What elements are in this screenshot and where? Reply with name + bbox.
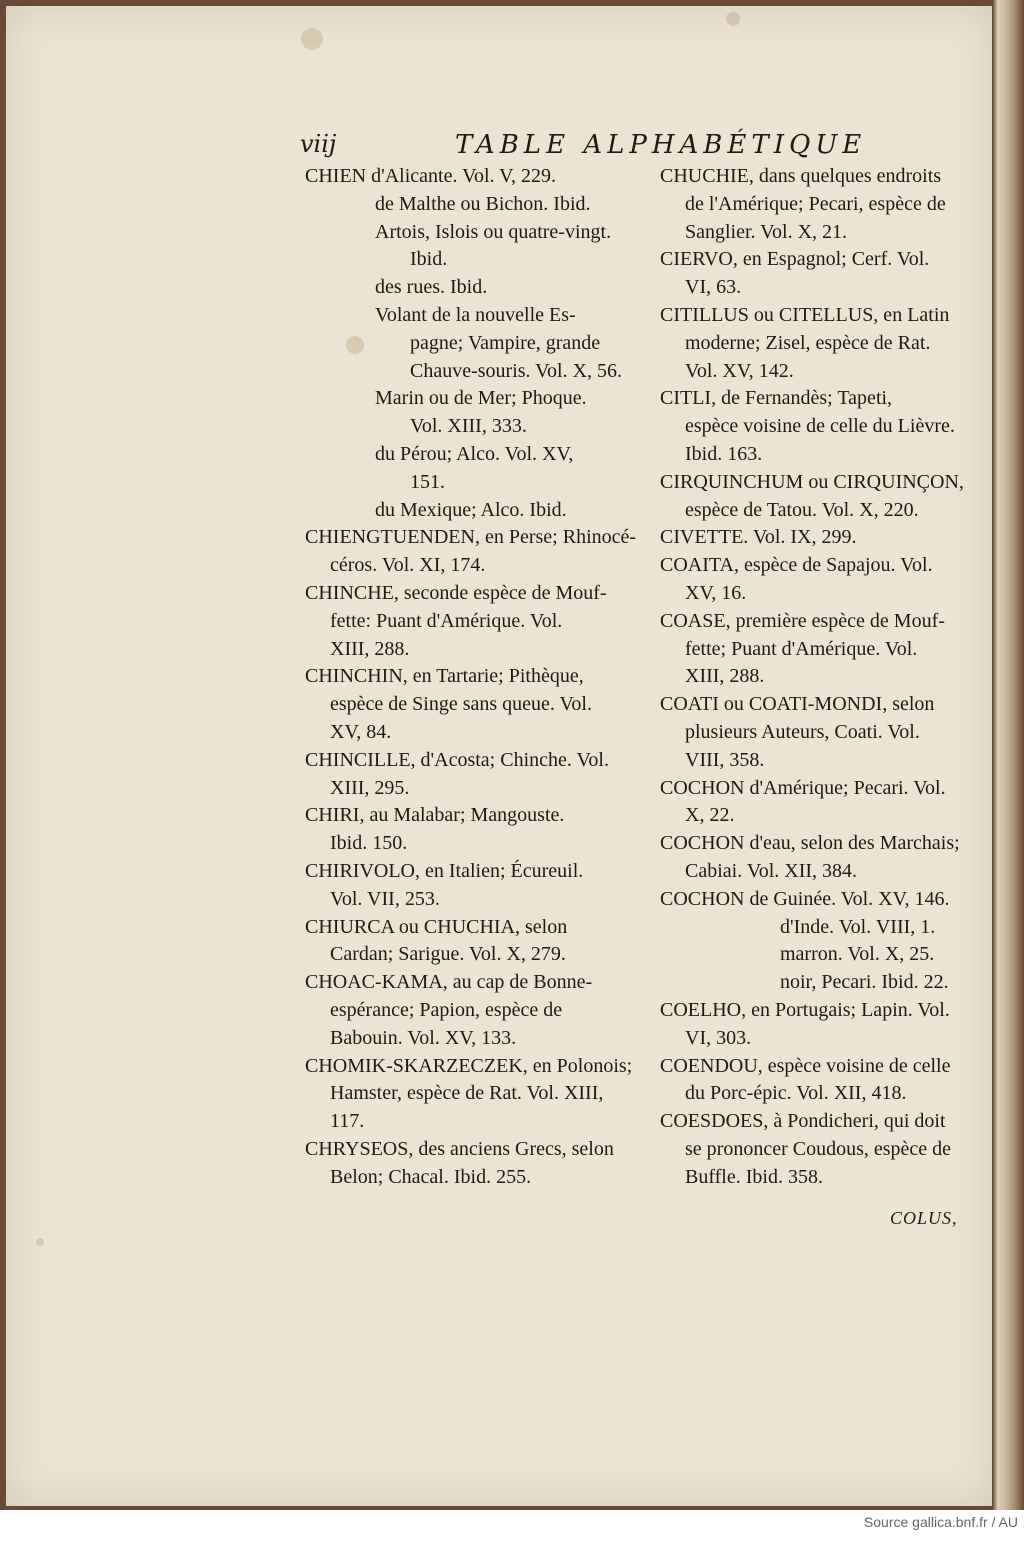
- index-line: d'Inde. Vol. VIII, 1.: [780, 915, 936, 938]
- index-line: espèce voisine de celle du Lièvre.: [685, 415, 955, 438]
- index-line: CHIEN d'Alicante. Vol. V, 229.: [305, 165, 557, 187]
- index-line: COCHON d'Amérique; Pecari. Vol.: [660, 776, 946, 799]
- index-line: VI, 63.: [685, 276, 742, 299]
- index-line: XIII, 295.: [330, 776, 410, 799]
- index-line: 151.: [410, 470, 445, 493]
- index-line: CHIRI, au Malabar; Mangouste.: [305, 804, 565, 827]
- index-line: espèce de Singe sans queue. Vol.: [330, 693, 592, 716]
- index-line: CHUCHIE, dans quelques endroits: [660, 165, 942, 187]
- index-line: du Porc-épic. Vol. XII, 418.: [685, 1082, 907, 1105]
- index-line: fette: Puant d'Amérique. Vol.: [330, 609, 563, 632]
- index-line: CHIENGTUENDEN, en Perse; Rhinocé-: [305, 526, 637, 549]
- index-line: Ibid.: [410, 248, 448, 271]
- index-line: du Pérou; Alco. Vol. XV,: [375, 442, 574, 465]
- index-line: de l'Amérique; Pecari, espèce de: [685, 192, 946, 215]
- index-line: céros. Vol. XI, 174.: [330, 554, 486, 577]
- index-line: COCHON d'eau, selon des Marchais;: [660, 832, 960, 855]
- index-line: espérance; Papion, espèce de: [330, 998, 563, 1021]
- index-line: Buffle. Ibid. 358.: [685, 1165, 823, 1188]
- index-line: CIRQUINCHUM ou CIRQUINÇON,: [660, 470, 964, 493]
- index-line: du Mexique; Alco. Ibid.: [375, 498, 567, 521]
- index-line: COESDOES, à Pondicheri, qui doit: [660, 1110, 946, 1133]
- source-credit: Source gallica.bnf.fr / AU: [863, 1514, 1018, 1530]
- right-index-column: [660, 163, 972, 1191]
- index-line: COENDOU, espèce voisine de celle: [660, 1054, 951, 1077]
- index-line: noir, Pecari. Ibid. 22.: [780, 971, 949, 994]
- index-line: Ibid. 163.: [685, 442, 763, 465]
- index-line: CHOMIK-SKARZECZEK, en Polonois;: [305, 1054, 633, 1077]
- index-line: Vol. XV, 142.: [685, 359, 794, 382]
- left-index-column: [305, 163, 640, 1191]
- index-line: Marin ou de Mer; Phoque.: [375, 387, 587, 410]
- index-line: des rues. Ibid.: [375, 276, 488, 299]
- index-line: XV, 84.: [330, 720, 392, 743]
- index-line: Cardan; Sarigue. Vol. X, 279.: [330, 943, 566, 966]
- index-line: COAITA, espèce de Sapajou. Vol.: [660, 554, 933, 577]
- page-number: viij: [300, 130, 337, 158]
- paper-stain: [301, 28, 323, 50]
- index-line: CHINCILLE, d'Acosta; Chinche. Vol.: [305, 748, 609, 771]
- index-line: Chauve-souris. Vol. X, 56.: [410, 359, 623, 382]
- index-line: Vol. XIII, 333.: [410, 415, 527, 438]
- index-line: Sanglier. Vol. X, 21.: [685, 220, 848, 243]
- index-line: Artois, Islois ou quatre-vingt.: [375, 220, 612, 243]
- index-line: Hamster, espèce de Rat. Vol. XIII,: [330, 1082, 604, 1105]
- index-line: XIII, 288.: [330, 637, 410, 660]
- index-line: COATI ou COATI-MONDI, selon: [660, 693, 935, 716]
- index-line: Ibid. 150.: [330, 832, 408, 855]
- page-edge-binding: [992, 0, 1024, 1510]
- index-line: CHINCHE, seconde espèce de Mouf-: [305, 581, 607, 604]
- index-line: CHINCHIN, en Tartarie; Pithèque,: [305, 665, 584, 688]
- index-line: plusieurs Auteurs, Coati. Vol.: [685, 720, 920, 743]
- index-line: VI, 303.: [685, 1026, 752, 1049]
- index-line: XV, 16.: [685, 581, 747, 604]
- index-line: COELHO, en Portugais; Lapin. Vol.: [660, 998, 950, 1021]
- index-line: XIII, 288.: [685, 665, 765, 688]
- index-line: moderne; Zisel, espèce de Rat.: [685, 331, 931, 354]
- paper-stain: [36, 1238, 44, 1246]
- index-line: fette; Puant d'Amérique. Vol.: [685, 637, 918, 660]
- index-line: marron. Vol. X, 25.: [780, 943, 935, 966]
- catchword: COLUS,: [890, 1208, 958, 1228]
- index-line: CITILLUS ou CITELLUS, en Latin: [660, 303, 950, 326]
- index-line: COASE, première espèce de Mouf-: [660, 609, 945, 632]
- index-line: Babouin. Vol. XV, 133.: [330, 1026, 517, 1049]
- index-line: 117.: [330, 1110, 365, 1133]
- running-title: TABLE ALPHABÉTIQUE: [455, 130, 867, 160]
- index-line: CHIURCA ou CHUCHIA, selon: [305, 915, 568, 938]
- index-line: Belon; Chacal. Ibid. 255.: [330, 1165, 532, 1188]
- index-line: VIII, 358.: [685, 748, 765, 771]
- index-line: CHIRIVOLO, en Italien; Écureuil.: [305, 859, 584, 882]
- index-line: CHRYSEOS, des anciens Grecs, selon: [305, 1137, 614, 1160]
- index-line: pagne; Vampire, grande: [410, 331, 601, 354]
- index-line: Cabiai. Vol. XII, 384.: [685, 859, 858, 882]
- index-line: CITLI, de Fernandès; Tapeti,: [660, 387, 893, 410]
- index-line: de Malthe ou Bichon. Ibid.: [375, 192, 591, 215]
- index-line: Vol. VII, 253.: [330, 887, 440, 910]
- index-line: Volant de la nouvelle Es-: [375, 303, 576, 326]
- paper-stain: [726, 12, 740, 26]
- index-line: CIVETTE. Vol. IX, 299.: [660, 526, 857, 549]
- index-line: CIERVO, en Espagnol; Cerf. Vol.: [660, 248, 930, 271]
- index-line: X, 22.: [685, 804, 735, 827]
- index-line: CHOAC-KAMA, au cap de Bonne-: [305, 971, 593, 994]
- index-line: COCHON de Guinée. Vol. XV, 146.: [660, 887, 950, 910]
- index-line: espèce de Tatou. Vol. X, 220.: [685, 498, 919, 521]
- index-line: se prononcer Coudous, espèce de: [685, 1137, 952, 1160]
